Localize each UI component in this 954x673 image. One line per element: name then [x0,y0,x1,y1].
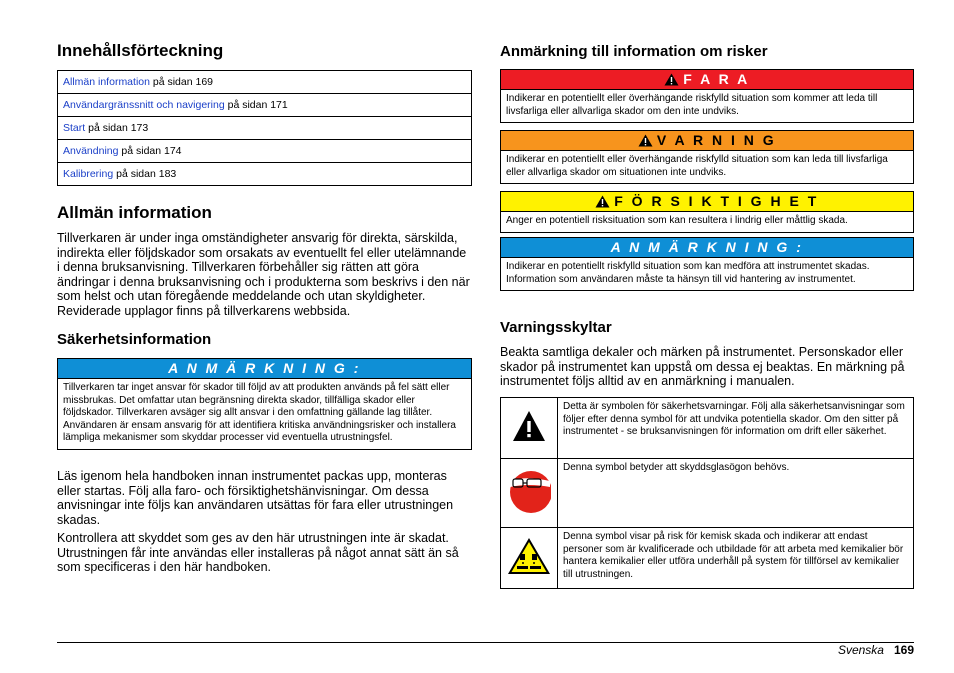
page-footer [838,643,914,657]
risk-heading: Anmärkning till information om risker [500,43,768,60]
general-heading: Allmän information [57,203,212,222]
notice-text: Indikerar en potentiellt riskfylld situation som kan medföra att instrumentet skadas. Information som användaren måste ta hänsyn till vid hantering av instrumentet. [506,261,870,285]
labels-heading: Varningsskyltar [500,319,612,336]
danger-box [500,69,914,123]
warning-header: V A R N I N G [501,131,913,151]
symbol-table [500,397,914,589]
safety-paragraph-2: Kontrollera att skyddet som ges av den här utrustningen inte är skadat. Utrustningen får inte användas eller installeras på något annat sätt än så som specificeras i den här handboken. [57,531,459,574]
warning-triangle-icon [664,73,679,86]
toc-row: Användning på sidan 174 [58,140,472,163]
footer-language: Svenska [837,643,884,657]
table-row [501,459,914,528]
toc-link-anvandning[interactable]: Användning [63,145,119,157]
table-row [501,528,914,589]
general-paragraph: Tillverkaren är under inga omständigheter ansvarig för direkta, särskilda, indirekta eller följdskador som orsakats av eventuellt fel eller utelämnande i denna bruksanvisning. Tillverkaren förbehåller sig rätten att göra ändringar i denna bruksanvisning och i produkterna som beskrivs i den när som helst och utan föregående meddelande och utan skyldigheter. Reviderade upplagor finns på tillverkarens webbsida. [57,231,470,318]
toc-link-kalibrering[interactable]: Kalibrering [63,168,114,180]
toc-heading: Innehållsförteckning [57,41,224,60]
table-row [501,398,914,459]
toc-row: Start på sidan 173 [58,117,472,140]
chemical-hazard-icon [507,537,551,575]
symbol-description: Detta är symbolen för säkerhetsvarningar. Följ alla säkerhetsanvisningar som följer efter denna symbol för att undvika potentiella skador. Om den sitter på instrumentet - se bruksanvisningen för information om drift eller säkerhet. [558,398,914,459]
notice-header: A N M Ä R K N I N G : [58,359,471,379]
toc-row: Allmän information på sidan 169 [58,71,472,94]
safety-glasses-icon [507,468,551,514]
caution-header: F Ö R S I K T I G H E T [501,192,913,212]
danger-header: F A R A [501,70,913,90]
warning-triangle-icon [638,134,653,147]
notice-text: Tillverkaren tar inget ansvar för skador till följd av att produkten används på fel sätt eller missbrukas. Det omfattar utan begränsning direkta skador, tillfälliga skador eller följdskador. Tillverkaren avsäger sig allt ansvar i den omfattning gällande lag tillåter. Användaren är ensam ansvarig för att identifiera kritiska användningsrisker och installera lämpliga mekanismer som skyddar processer vid eventuella utrustningsfel. [63,382,456,443]
toc-row: Kalibrering på sidan 183 [58,163,472,186]
notice-box [500,237,914,291]
caution-box [500,191,914,233]
toc-link-allman[interactable]: Allmän information [63,76,150,88]
safety-notice-box [57,358,472,450]
warning-triangle-icon [512,410,546,442]
danger-text: Indikerar en potentiellt eller överhängande riskfylld situation som kommer att leda till livsfarliga eller allvarliga skador om den inte undviks. [506,93,878,117]
toc-link-start[interactable]: Start [63,122,86,134]
safety-heading: Säkerhetsinformation [57,331,212,348]
warning-text: Indikerar en potentiellt eller överhängande riskfylld situation som kan leda till livsfarliga eller allvarliga skador om situationen inte undviks. [506,154,888,178]
safety-paragraph-1: Läs igenom hela handboken innan instrumentet packas upp, monteras eller startas. Följ alla faro- och försiktighetshänvisningar. Om dessa anvisningar inte följs kan användaren utsättas för fara eller utrustningen skadas. [57,469,454,527]
toc-row: Användargränssnitt och navigering på sidan 171 [58,94,472,117]
page-number: 169 [893,643,914,657]
caution-text: Anger en potentiell risksituation som kan resultera i lindrig eller måttlig skada. [506,215,848,226]
footer-divider [57,642,914,643]
labels-paragraph: Beakta samtliga dekaler och märken på instrumentet. Personskador eller skador på instrumentet kan uppstå om dessa ej beaktas. En märkning på instrumentet följs alltid av en anmärkning i manualen. [500,345,905,388]
symbol-description: Denna symbol betyder att skyddsglasögon behövs. [558,459,914,528]
symbol-description: Denna symbol visar på risk för kemisk skada och indikerar att endast personer som är kvalificerade och utbildade för att arbeta med kemikalier bör hantera kemikalier eller utföra underhåll på system för tillförsel av kemikalier till utrustningen. [558,528,914,589]
toc-link-anvandargranssnitt[interactable]: Användargränssnitt och navigering [63,99,225,111]
toc-table [57,70,472,186]
notice-header: A N M Ä R K N I N G : [501,238,913,258]
warning-triangle-icon [595,195,610,208]
warning-box [500,130,914,184]
